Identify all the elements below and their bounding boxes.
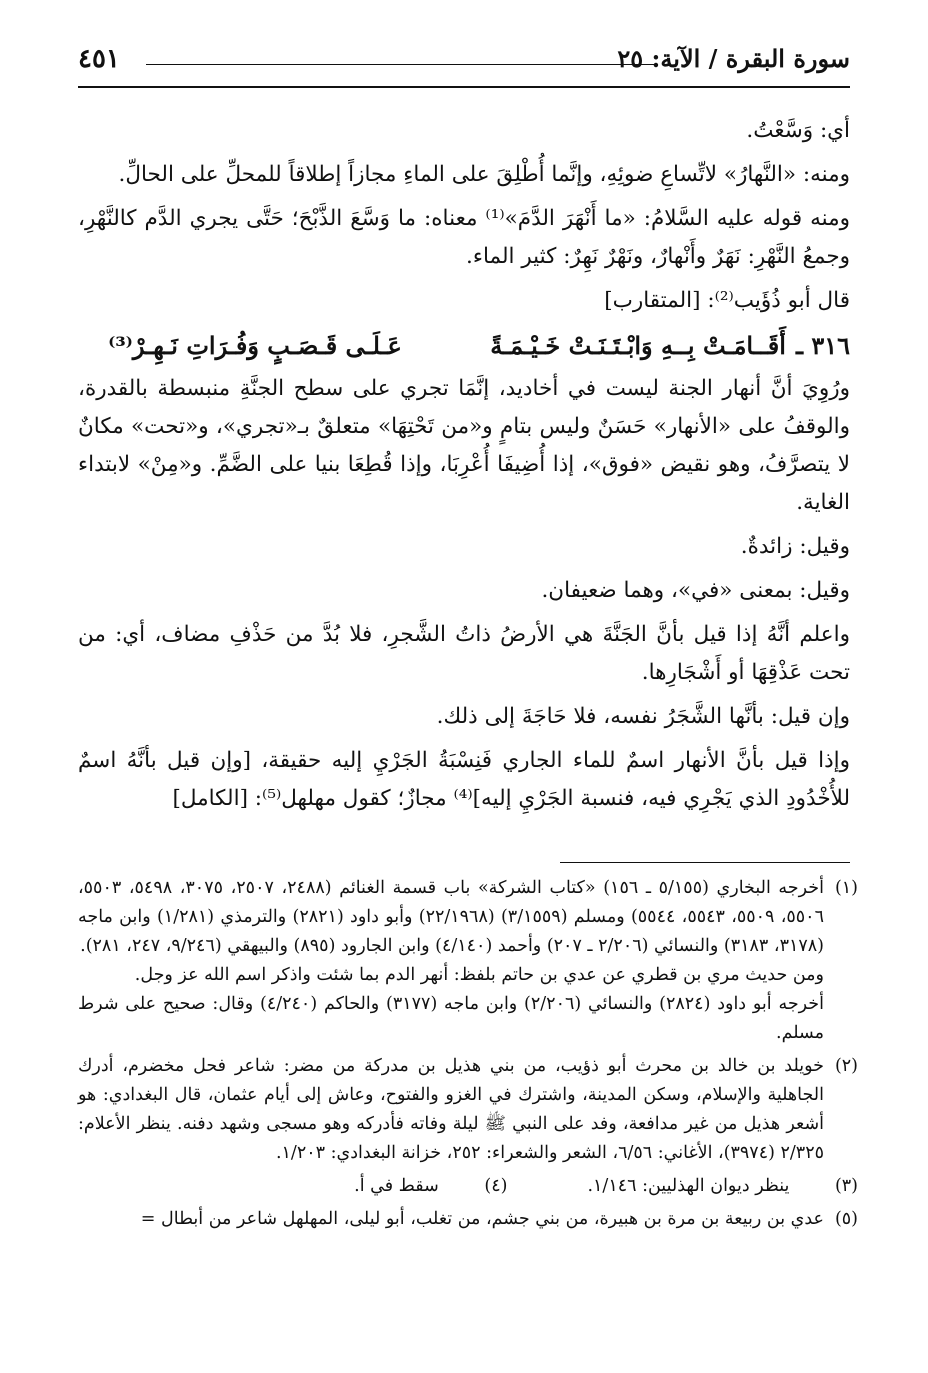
footnote-text: ومن حديث مري بن قطري عن عدي بن حاتم بلفظ: أنهر الدم بما شئت واذكر اسم الله عز وجل. (134, 965, 824, 985)
footnote-3-4 (78, 1172, 858, 1201)
paragraph: قال أبو ذُؤَيب⁽²⁾: [المتقارب] (604, 288, 850, 313)
footnote-number: (٥) (834, 1209, 858, 1229)
paragraph: وإن قيل: بأنَّها الشَّجَرُ نفسه، فلا حَاجَةَ إلى ذلك. (436, 704, 850, 729)
header-rule (146, 64, 655, 65)
poem-verse (78, 326, 850, 366)
footnotes (78, 874, 858, 1238)
footnote-separator (560, 862, 850, 863)
footnote-text: أخرجه البخاري (٥/١٥٥ ـ ١٥٦) «كتاب الشركة» باب قسمة الغنائم (٢٤٨٨، ٢٥٠٧، ٣٠٧٥، ٥٤٩٨، ٥٥٠٣، ٥٥٠٦، ٥٥٠٩، ٥٥٤٣، ٥٥٤٤) ومسلم (٣/١٥٥٩) (٢٢/١٩٦٨) وأبو داود (٢٨٢١) والترمذي (١/٢٨١) وابن ماجه (٣١٧٨، ٣١٨٣) والنسائي (٢/٢٠٦ ـ ٢٠٧) وأحمد (٤/١٤٠) وابن الجارود (٨٩٥) والبيهقي (٩/٢٤٦، ٢٤٧، ٢٨١). (78, 878, 824, 956)
paragraph: وإذا قيل بأنَّ الأنهار اسمٌ للماء الجاري فَنِسْبَةُ الجَرْيِ إليه حقيقة، [وإن قيل بأنَّهُ اسمٌ للأُخْدُودِ الذي يَجْرِي فيه، فنسبة الجَرْيِ إليه]⁽⁴⁾ مجازٌ؛ كقول مهلهل⁽⁵⁾: [الكامل] (78, 748, 850, 811)
paragraph: وقيل: زائدةٌ. (740, 534, 850, 559)
footnote-number: (٣) (834, 1176, 858, 1196)
footnote-body (78, 874, 824, 1048)
footnote-number: (٢) (834, 1056, 858, 1076)
verse-hemistich-1: أَقَــامَـتْ بِــهِ وَابْـتَـنَـتْ خَـيْـمَـةً (490, 331, 786, 360)
footnote-number: (٤) (484, 1176, 508, 1196)
verse-number: ٣١٦ ـ (795, 331, 850, 360)
paragraph: واعلم أنَّهُ إذا قيل بأنَّ الجَنَّةَ هي الأرضُ ذاتُ الشَّجرِ، فلا بُدَّ من حَذْفِ مضاف، أي: من تحت عَذْقِهَا أو أَشْجَارِها. (78, 622, 850, 685)
paragraph: ومنه: «النَّهارُ» لاتِّساعِ ضوئِهِ، وإنَّما أُطْلِقَ على الماءِ مجازاً إطلاقاً للمحلِّ على الحالِّ. (118, 162, 850, 187)
verse-hemistich-2: عَـلَـى قَـصَـبٍ وَفُـرَاتِ نَـهِـرْ⁽³⁾ (108, 331, 402, 360)
footnote-4 (314, 1172, 507, 1201)
paragraph: ومنه قوله عليه السَّلامُ: «ما أَنْهَرَ الدَّمَ»⁽¹⁾ معناه: ما وَسَّعَ الذَّبْحَ؛ حَتَّى يجري الدَّم كالنَّهْرِ، وجمعُ النَّهْرِ: نَهَرٌ وأَنْهارٌ، ونَهْرٌ نَهِرٌ: كثير الماء. (78, 206, 851, 269)
footnote-text: خويلد بن خالد بن محرث أبو ذؤيب، من بني هذيل بن مدركة من مضر: شاعر فحل مخضرم، أدرك الجاهلية والإسلام، وسكن المدينة، واشترك في الغزو والفتوح، وعاش إلى أيام عثمان، قال البغدادي: هو أشعر هذيل من غير مدافعة، وفد على النبي ﷺ ليلة وفاته فأدركه وهو مسجى وشهد دفنه. ينظر الأعلام: ٢/٣٢٥ (٣٩٧٤)، الأغاني: ٦/٥٦، الشعر والشعراء: ٢٥٢، خزانة البغدادي: ١/٢٠٣. (78, 1056, 824, 1163)
paragraph: ورُوِيَ أنَّ أنهار الجنة ليست في أخاديد، إنَّمَا تجري على سطح الجنَّةِ منبسطة بالقدرة، والوقفُ على «الأنهار» حَسَنٌ وليس بتامٍ و«من تَحْتِهَا» متعلقٌ بـ«تجري»، و«تحت» مكانٌ لا يتصرَّفُ، وهو نقيض «فوق»، إذا أُضِيفَا أُعْرِبَا، وإذا قُطِعَا بنيا على الضَّمِّ. و«مِنْ» لابتداء الغاية. (78, 376, 850, 515)
footnote-text: عدي بن ربيعة بن مرة بن هبيرة، من بني جشم، من تغلب، أبو ليلى، المهلهل شاعر من أبطال = (140, 1209, 824, 1229)
footnote-text: سقط في أ. (354, 1176, 439, 1196)
main-text (78, 112, 850, 824)
paragraph: وقيل: بمعنى «في»، وهما ضعيفان. (541, 578, 850, 603)
paragraph: أي: وَسَّعْتُ. (746, 118, 850, 143)
footnote-1 (78, 874, 858, 1048)
footnote-3 (547, 1172, 858, 1201)
footnote-2 (78, 1052, 858, 1168)
footnote-text: أخرجه أبو داود (٢٨٢٤) والنسائي (٢/٢٠٦) وابن ماجه (٣١٧٧) والحاكم (٤/٢٤٠) وقال: صحيح على شرط مسلم. (78, 994, 824, 1043)
footnote-5 (78, 1205, 858, 1234)
footnote-number: (١) (834, 878, 858, 898)
running-header (78, 42, 850, 88)
page-number: ٤٥١ (78, 44, 120, 74)
footnote-text: ينظر ديوان الهذليين: ١/١٤٦. (587, 1176, 790, 1196)
header-title: سورة البقرة / الآية: ٢٥ (617, 44, 850, 73)
